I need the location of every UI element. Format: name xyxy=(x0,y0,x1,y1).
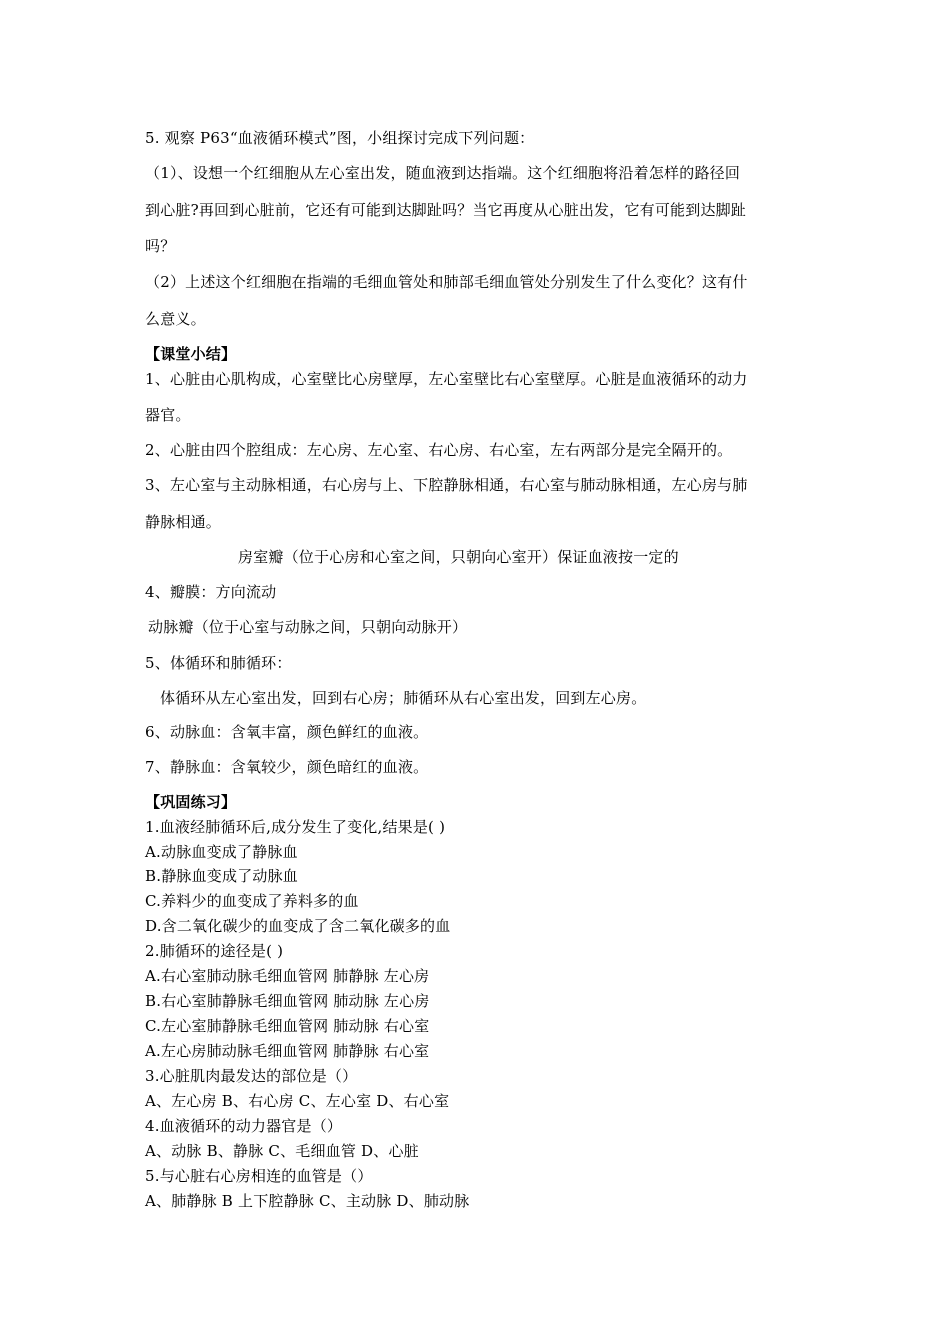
practice-question-2: 2.肺循环的途径是( ) xyxy=(145,942,284,960)
summary-point-1-line-1: 1、心脏由心肌构成，心室壁比心房壁厚，左心室壁比右心室壁厚。心脏是血液循环的动力 xyxy=(145,370,748,388)
summary-point-2: 2、心脏由四个腔组成：左心房、左心室、右心房、右心室，左右两部分是完全隔开的。 xyxy=(145,441,733,459)
summary-point-6: 6、动脉血：含氧丰富，颜色鲜红的血液。 xyxy=(145,723,429,741)
practice-question-3: 3.心脏肌肉最发达的部位是（） xyxy=(145,1067,358,1085)
sub-question-2-line-1: （2）上述这个红细胞在指端的毛细血管处和肺部毛细血管处分别发生了什么变化？这有什 xyxy=(145,273,748,291)
practice-q5-options: A、肺静脉 B 上下腔静脉 C、主动脉 D、肺动脉 xyxy=(145,1192,470,1210)
practice-q2-option-b: B.右心室肺静脉毛细血管网 肺动脉 左心房 xyxy=(145,992,430,1010)
summary-point-7: 7、静脉血：含氧较少，颜色暗红的血液。 xyxy=(145,758,429,776)
sub-question-1-line-1: （1）、设想一个红细胞从左心室出发，随血液到达指端。这个红细胞将沿着怎样的路径回 xyxy=(145,164,741,182)
observe-question-5: 5. 观察 P63“血液循环模式”图，小组探讨完成下列问题： xyxy=(145,129,535,147)
practice-q3-options: A、左心房 B、右心房 C、左心室 D、右心室 xyxy=(145,1092,450,1110)
summary-point-1-line-2: 器官。 xyxy=(145,406,191,424)
summary-heading: 【课堂小结】 xyxy=(145,345,237,363)
practice-question-5: 5.与心脏右心房相连的血管是（） xyxy=(145,1167,373,1185)
summary-point-4-arterial-valve: 动脉瓣（位于心室与动脉之间，只朝向动脉开） xyxy=(148,618,468,636)
practice-q2-option-d: A.左心房肺动脉毛细血管网 肺静脉 右心室 xyxy=(145,1042,430,1060)
practice-question-4: 4.血液循环的动力器官是（） xyxy=(145,1117,343,1135)
practice-q1-option-d: D.含二氧化碳少的血变成了含二氧化碳多的血 xyxy=(145,917,451,935)
summary-point-3-line-1: 3、左心室与主动脉相通，右心房与上、下腔静脉相通，右心室与肺动脉相通，左心房与肺 xyxy=(145,476,748,494)
summary-point-4-atrioventricular-valve: 房室瓣（位于心房和心室之间，只朝向心室开）保证血液按一定的 xyxy=(238,548,679,566)
summary-point-5-detail: 体循环从左心室出发，回到右心房；肺循环从右心室出发，回到左心房。 xyxy=(160,689,647,707)
practice-q1-option-b: B.静脉血变成了动脉血 xyxy=(145,867,298,885)
practice-q4-options: A、动脉 B、静脉 C、毛细血管 D、心脏 xyxy=(145,1142,419,1160)
summary-point-5: 5、体循环和肺循环： xyxy=(145,654,292,672)
sub-question-1-line-3: 吗？ xyxy=(145,237,176,255)
practice-q1-option-a: A.动脉血变成了静脉血 xyxy=(145,843,298,861)
summary-point-3-line-2: 静脉相通。 xyxy=(145,513,222,531)
practice-q2-option-c: C.左心室肺静脉毛细血管网 肺动脉 右心室 xyxy=(145,1017,430,1035)
practice-q1-option-c: C.养料少的血变成了养料多的血 xyxy=(145,892,359,910)
practice-question-1: 1.血液经肺循环后,成分发生了变化,结果是( ) xyxy=(145,818,446,836)
sub-question-1-line-2: 到心脏?再回到心脏前，它还有可能到达脚趾吗？当它再度从心脏出发，它有可能到达脚趾 xyxy=(145,201,747,219)
practice-q2-option-a: A.右心室肺动脉毛细血管网 肺静脉 左心房 xyxy=(145,967,430,985)
sub-question-2-line-2: 么意义。 xyxy=(145,310,206,328)
practice-heading: 【巩固练习】 xyxy=(145,793,237,811)
summary-point-4-valves: 4、瓣膜：方向流动 xyxy=(145,583,277,601)
